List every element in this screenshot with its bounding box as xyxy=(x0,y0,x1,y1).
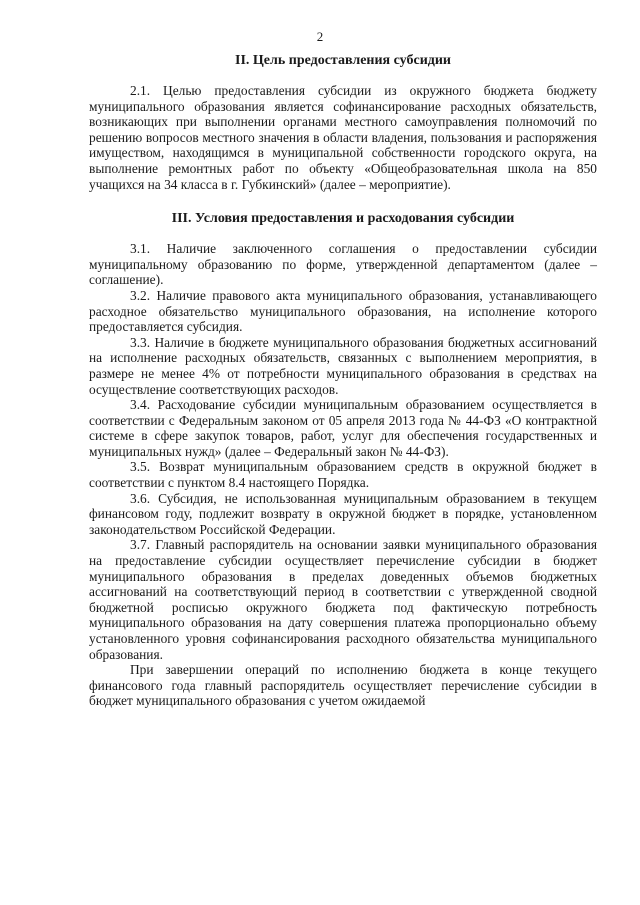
paragraph-2-1: 2.1. Целью предоставления субсидии из окружного бюджета бюджету муниципального образования является софинансирование расходных обязательств, возникающих при выполнении органами местного самоуправления полномочий по решению вопросов местного значения в области владения, пользования и распоряжения имуществом, находящимся в муниципальной собственности городского округа, на выполнение ремонтных работ по объекту «Общеобразовательная школа на 850 учащихся на 34 класса в г. Губкинский» (далее – мероприятие). xyxy=(89,83,597,192)
page-number: 2 xyxy=(316,29,324,44)
paragraph-3-2: 3.2. Наличие правового акта муниципального образования, устанавливающего расходное обязательство муниципального образования, на исполнение которого предоставляется субсидия. xyxy=(89,287,597,335)
paragraph-3-6: 3.6. Субсидия, не использованная муниципальным образованием в текущем финансовом году, подлежит возврату в окружной бюджет в порядке, установленном законодательством Российской Федерации. xyxy=(89,490,597,537)
paragraph-3-7-continued: При завершении операций по исполнению бюджета в конце текущего финансового года главный распорядитель осуществляет перечисление субсидии в бюджет муниципального образования с учетом ожидаемой xyxy=(89,662,597,709)
paragraph-3-3: 3.3. Наличие в бюджете муниципального образования бюджетных ассигнований на исполнение расходных обязательств, связанных с выполнением мероприятия, в размере не менее 4% от потребности муниципального образования в средствах на осуществление соответствующих расходов. xyxy=(89,334,597,397)
paragraph-3-7: 3.7. Главный распорядитель на основании заявки муниципального образования на предоставление субсидии осуществляет перечисление субсидии в бюджет муниципального образования в пределах доведенных объемов бюджетных ассигнований на соответствующий период в соответствии с утвержденной сводной бюджетной росписью окружного бюджета под фактическую потребность муниципального образования на дату совершения платежа пропорционально объему установленного уровня софинансирования расходного обязательства муниципального образования. xyxy=(89,537,597,662)
document-body xyxy=(89,52,597,709)
section-2-title: II. Цель предоставления субсидии xyxy=(235,53,451,68)
paragraph-3-1: 3.1. Наличие заключенного соглашения о предоставлении субсидии муниципальному образованию по форме, утвержденной департаментом (далее – соглашение). xyxy=(89,241,597,288)
paragraph-3-5: 3.5. Возврат муниципальным образованием средств в окружной бюджет в соответствии с пунктом 8.4 настоящего Порядка. xyxy=(89,459,597,491)
paragraph-3-4: 3.4. Расходование субсидии муниципальным образованием осуществляется в соответствии с Федеральным законом от 05 апреля 2013 года № 44-ФЗ «О контрактной системе в сфере закупок товаров, работ, услуг для обеспечения государственных и муниципальных нужд» (далее – Федеральный закон № 44-ФЗ). xyxy=(89,397,597,459)
section-3-title: III. Условия предоставления и расходования субсидии xyxy=(171,211,515,227)
